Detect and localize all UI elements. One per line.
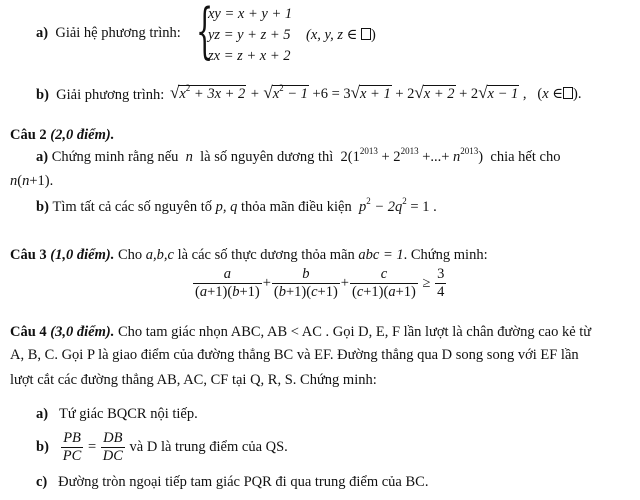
q2-a-label: a)	[36, 149, 49, 165]
equation-1: xy = x + y + 1	[208, 6, 293, 22]
text-1a: Giải hệ phương trình:	[55, 25, 181, 41]
q2-title: Câu 2	[10, 127, 47, 143]
equation-2: yz = y + z + 5	[208, 27, 291, 43]
q2-b-label: b)	[36, 199, 49, 215]
question3-heading	[10, 246, 488, 264]
q3-text1: Cho	[117, 247, 143, 263]
q4-title: Câu 4	[10, 324, 47, 340]
q4-c-label: c)	[36, 474, 48, 490]
question2-b: b) Tìm tất cả các số nguyên tố p, q thỏa mãn điều kiện $p^2 - 2q^2 = 1$ .	[36, 196, 437, 215]
q3-title: Câu 3	[10, 247, 47, 263]
system-brace: {	[196, 0, 214, 66]
equation-1b: $√x^2 + 3x + 2 + √x^2 - 1 +6 = 3√x + 1 + 2√x + 2 + 2√x - 1$ , (x ∈ ).	[170, 83, 582, 102]
q3-points: (1,0 điểm).	[50, 247, 115, 263]
label-1b: b)	[36, 87, 49, 103]
q4-points: (3,0 điểm).	[50, 324, 115, 340]
fraction-3-4: $\frac{3}{4}$	[437, 266, 445, 300]
q4-b-text: và D là trung điểm của QS.	[129, 438, 288, 455]
text-1b: Giải phương trình:	[56, 87, 165, 103]
q4-a	[36, 405, 198, 423]
q2-points: (2,0 điểm).	[50, 127, 115, 143]
q3-inequality: $\frac{a}{(a+1)(b+1)}$ + $\frac{b}{(b+1)(c+1)}$ + $\frac{c}{(c+1)(a+1)}$ ≥ $\frac{3}{4}$	[195, 266, 445, 300]
q3-text3: . Chứng minh:	[403, 247, 488, 263]
q2-a-var: n	[185, 149, 193, 165]
q2-a-text3: chia hết cho	[490, 149, 561, 165]
q2-a-text1: Chứng minh rằng nếu	[51, 149, 179, 165]
q4-c-text: Đường tròn ngoại tiếp tam giác PQR đi qua trung điểm của BC.	[58, 474, 429, 490]
q4-c	[36, 473, 428, 491]
q4-b-label: b)	[36, 438, 49, 455]
set-symbol-icon-2	[563, 87, 573, 99]
fraction-b: $\frac{b}{(b+1)(c+1)}$	[273, 266, 338, 300]
fraction-a: $\frac{a}{(a+1)(b+1)}$	[195, 266, 260, 300]
q3-vars: a,b,c	[145, 247, 174, 263]
question2-a: a) Chứng minh rằng nếu n là số nguyên dương thì $2(1^{2013} + 2^{2013}$ +...+ $n^{2013}$) chia hết cho	[36, 146, 561, 165]
q4-a-label: a)	[36, 406, 49, 422]
fraction-db-dc: $\frac{DB}{DC}$	[102, 430, 123, 464]
fraction-c: $\frac{c}{(c+1)(a+1)}$	[351, 266, 416, 300]
q3-cond: abc = 1	[358, 247, 404, 263]
q4-line1: Cho tam giác nhọn ABC, AB < AC . Gọi D, E, F lần lượt là chân đường cao kẻ từ	[117, 324, 592, 340]
q2-b-vars: p, q	[215, 199, 238, 215]
fraction-pb-pc: $\frac{PB}{PC}$	[62, 430, 82, 464]
q3-text2: là các số thực dương thỏa mãn	[177, 247, 355, 263]
q2-a-expr: n(n+1).	[10, 173, 54, 189]
problem1-a	[36, 24, 181, 42]
q2-a-text2: là số nguyên dương thì	[200, 149, 334, 165]
condition-1a: (x, y, z ∈ )	[306, 27, 376, 43]
q4-a-text: Tứ giác BQCR nội tiếp.	[58, 406, 198, 422]
equation-3: zx = z + x + 2	[208, 48, 291, 64]
label-1a: a)	[36, 25, 49, 41]
question4-line1	[10, 323, 591, 341]
q2-b-text2: thỏa mãn điều kiện	[240, 199, 352, 215]
question2-heading	[10, 126, 114, 144]
q4-line2: A, B, C. Gọi P là giao điểm của đường thẳng BC và EF. Đường thẳng qua D song song với EF lần	[10, 347, 579, 363]
q4-line3: lượt cắt các đường thẳng AB, AC, CF tại Q, R, S. Chứng minh:	[10, 372, 377, 388]
q4-b: b) $\frac{PB}{PC}$ = $\frac{DB}{DC}$ và D là trung điểm của QS.	[36, 430, 288, 464]
problem1-b	[36, 86, 164, 104]
q2-b-text1: Tìm tất cả các số nguyên tố	[52, 199, 212, 215]
set-symbol-icon	[361, 28, 371, 40]
condition-text: (x, y, z ∈	[306, 27, 358, 43]
